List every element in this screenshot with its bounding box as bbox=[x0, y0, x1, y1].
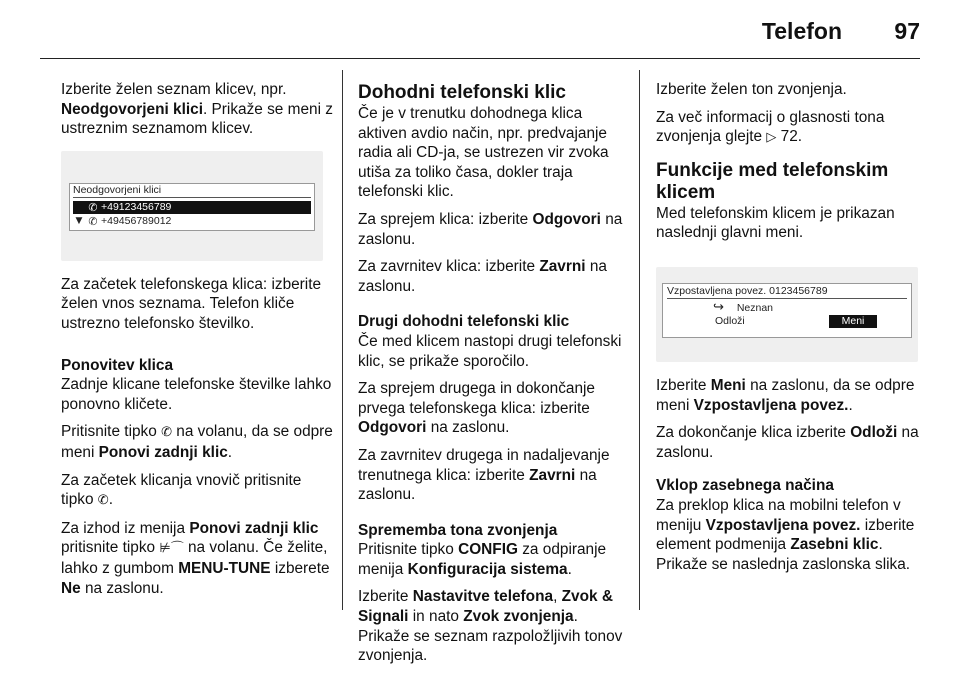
page-number: 97 bbox=[894, 18, 920, 44]
display-panel bbox=[69, 183, 315, 231]
column-1 bbox=[61, 80, 333, 606]
call-list-row: ▼ ✆ +49456789012 bbox=[73, 215, 311, 228]
select-ringtone-text: Izberite želen ton zvonjenja. bbox=[656, 81, 847, 98]
phone-key-icon: ✆ bbox=[161, 425, 172, 441]
ringtone-step-1: Pritisnite tipko CONFIG za odpiranje menija Konfiguracija sistema. bbox=[358, 541, 607, 578]
hangup-key-icon: ⊭⌒ bbox=[159, 541, 184, 557]
intro-paragraph: Izberite želen seznam klicev, npr. Neodgovorjeni klici. Prikaže se meni z ustreznim seznamom klicev. bbox=[61, 81, 333, 138]
incoming-heading: Dohodni telefonski klic bbox=[358, 82, 566, 103]
second-call-text: Če med klicem nastopi drugi telefonski klic, se prikaže sporočilo. bbox=[358, 332, 622, 370]
accept-text: Za sprejem klica: izberite Odgovori na zaslonu. bbox=[358, 210, 623, 248]
display-panel bbox=[662, 283, 912, 338]
second-reject-text: Za zavrnitev drugega in nadaljevanje trenutnega klica: izberite Zavrni na zaslonu. bbox=[358, 446, 610, 504]
phone-key-icon: ✆ bbox=[97, 493, 109, 509]
arrow-down-icon: ▼ bbox=[75, 215, 83, 226]
call-forward-icon: ↪ bbox=[713, 299, 724, 315]
decline-option: Odloži bbox=[715, 314, 745, 327]
second-accept-text: Za sprejem drugega in dokončanje prvega telefonskega klica: izberite Odgovori na zaslonu. bbox=[358, 380, 595, 437]
page-header bbox=[0, 0, 960, 62]
column-3 bbox=[656, 80, 928, 582]
second-call-heading: Drugi dohodni telefonski klic bbox=[358, 313, 570, 331]
menu-option: Meni bbox=[829, 315, 877, 328]
call-list-row: ✆ +49123456789 bbox=[73, 201, 311, 214]
header-rule bbox=[40, 58, 920, 59]
menu-text: Izberite Meni na zaslonu, da se odpre meni Vzpostavljena povez.. bbox=[656, 376, 915, 414]
hangup-text: Za dokončanje klica izberite Odloži na zaslonu. bbox=[656, 424, 919, 461]
missed-call-icon: ✆ bbox=[88, 200, 98, 214]
functions-text: Med telefonskim klicem je prikazan naslednji glavni meni. bbox=[656, 204, 895, 242]
redial-step-3: Za izhod iz menija Ponovi zadnji klic pritisnite tipko ⊭⌒ na volanu. Če želite, lahko z gumbom MENU-TUNE izberete Ne na zaslonu. bbox=[61, 519, 330, 597]
private-heading: Vklop zasebnega načina bbox=[656, 477, 834, 495]
incoming-text: Če je v trenutku dohodnega klica aktiven avdio način, npr. predvajanje radia ali CD-ja, se ustrezen vir zvoka utiša za toliko časa, dokler traja telefonski klic. bbox=[358, 105, 609, 201]
column-divider-2 bbox=[639, 70, 640, 610]
start-call-text: Za začetek telefonskega klica: izberite želen vnos seznama. Telefon kliče ustrezno telefonsko številko. bbox=[61, 275, 322, 332]
missed-calls-screenshot bbox=[61, 151, 323, 261]
column-2 bbox=[358, 80, 630, 674]
more-info-text: Za več informacij o glasnosti tona zvonjenja glejte ▷ 72. bbox=[656, 108, 885, 146]
reject-text: Za zavrnitev klica: izberite Zavrni na zaslonu. bbox=[358, 258, 607, 295]
functions-heading: Funkcije med telefonskim klicem bbox=[656, 159, 889, 203]
page-ref-arrow-icon: ▷ bbox=[766, 130, 777, 146]
redial-heading: Ponovitev klica bbox=[61, 356, 174, 374]
ringtone-heading: Sprememba tona zvonjenja bbox=[358, 521, 558, 539]
page-title: Telefon bbox=[761, 18, 842, 44]
display-title: Vzpostavljena povez. 0123456789 bbox=[667, 284, 828, 297]
redial-text: Zadnje klicane telefonske številke lahko ponovno kličete. bbox=[61, 376, 332, 413]
caller-row: ↪ Neznan bbox=[713, 299, 774, 315]
ringtone-step-2: Izberite Nastavitve telefona, Zvok & Signali in nato Zvok zvonjenja. Prikaže se seznam razpoložljivih tonov zvonjenja. bbox=[358, 588, 623, 665]
active-call-screenshot bbox=[656, 267, 918, 362]
redial-step-2: Za začetek klicanja vnovič pritisnite tipko ✆. bbox=[61, 471, 302, 509]
column-divider-1 bbox=[342, 70, 343, 610]
private-text: Za preklop klica na mobilni telefon v meniju Vzpostavljena povez. izberite element podmenija Zasebni klic. Prikaže se naslednja zaslonska slika. bbox=[656, 496, 915, 573]
display-title: Neodgovorjeni klici bbox=[73, 183, 162, 196]
redial-step-1: Pritisnite tipko ✆ na volanu, da se odpre meni Ponovi zadnji klic. bbox=[61, 423, 333, 461]
missed-call-icon: ✆ bbox=[88, 214, 98, 228]
